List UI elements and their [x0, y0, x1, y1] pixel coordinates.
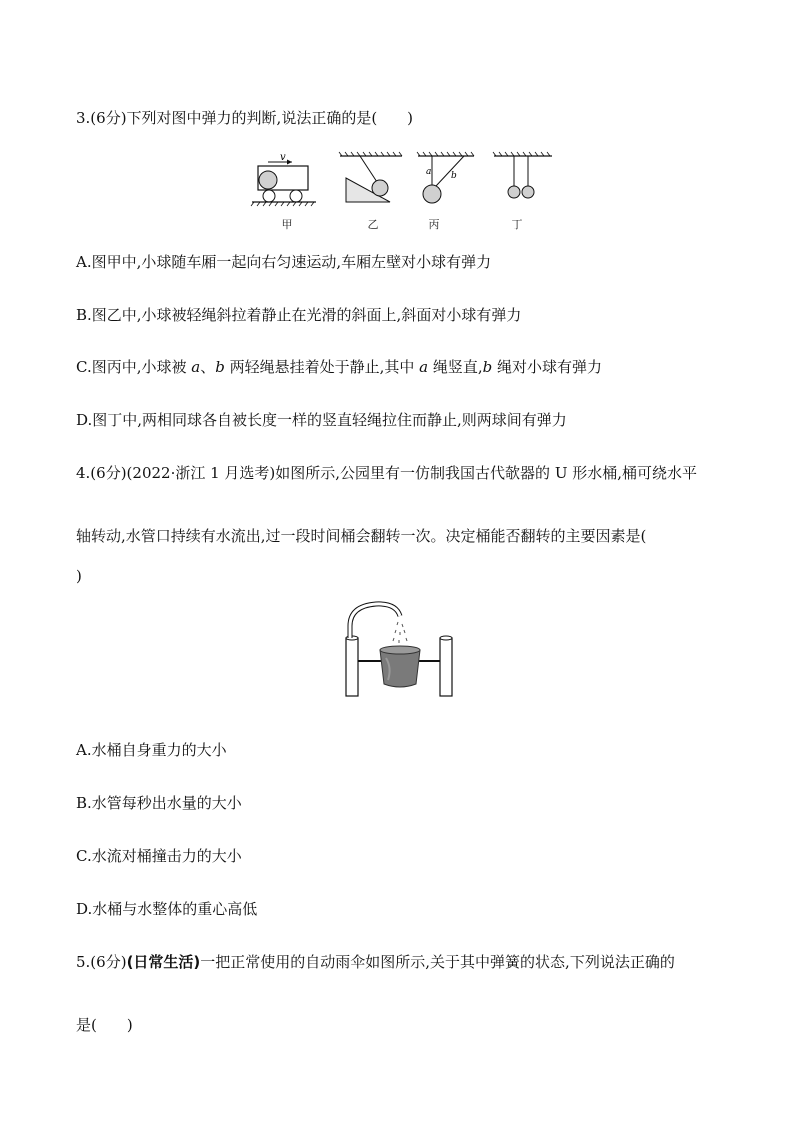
q3-option-d: D.图丁中,两相同球各自被长度一样的竖直轻绳拉住而静止,则两球间有弹力 — [76, 411, 567, 429]
q5-stem-text: 一把正常使用的自动雨伞如图所示,关于其中弹簧的状态,下列说法正确的 — [200, 953, 675, 971]
q4-option-d: D.水桶与水整体的重心高低 — [76, 900, 258, 918]
figure-incline — [339, 152, 402, 202]
q3-option-b: B.图乙中,小球被轻绳斜拉着静止在光滑的斜面上,斜面对小球有弹力 — [76, 306, 522, 324]
figure-two-ropes — [417, 152, 474, 203]
q5-stem-number: 5.(6分) — [76, 953, 127, 971]
q3-option-c-b: b — [482, 358, 493, 376]
q3-option-c-text: 、 — [200, 358, 216, 376]
velocity-label: v — [280, 152, 286, 163]
q5-stem-line2: 是( ) — [76, 1016, 133, 1034]
q3-option-c — [76, 357, 602, 377]
q4-option-c: C.水流对桶撞击力的大小 — [76, 847, 242, 865]
figure-label-yi: 乙 — [367, 218, 379, 231]
q3-option-c-text: 绳对小球有弹力 — [492, 358, 603, 376]
q3-option-c-text: C.图丙中,小球被 — [76, 358, 192, 376]
q5-stem-line1 — [76, 952, 675, 972]
q4-stem-line1: 4.(6分)(2022·浙江 1 月选考)如图所示,公园里有一仿制我国古代欹器的 U 形水桶,桶可绕水平 — [76, 464, 698, 482]
q4-option-b: B.水管每秒出水量的大小 — [76, 794, 242, 812]
q3-stem: 3.(6分)下列对图中弹力的判断,说法正确的是( ) — [76, 109, 414, 127]
q3-option-c-a: a — [191, 358, 201, 376]
figure-label-ding: 丁 — [511, 218, 523, 231]
figure-label-bing: 丙 — [428, 218, 440, 231]
q5-stem-tag: (日常生活) — [126, 953, 201, 971]
rope-b-label: b — [451, 171, 457, 181]
q4-option-a: A.水桶自身重力的大小 — [76, 741, 227, 759]
rope-a-label: a — [426, 167, 432, 177]
q3-option-c-text: 两轻绳悬挂着处于静止,其中 — [224, 358, 420, 376]
figure-label-jia: 甲 — [281, 218, 293, 231]
figure-cart — [251, 152, 316, 206]
q4-stem-line3: ) — [76, 567, 82, 585]
q4-stem-line2: 轴转动,水管口持续有水流出,过一段时间桶会翻转一次。决定桶能否翻转的主要因素是( — [76, 527, 647, 545]
q3-option-c-a: a — [419, 358, 429, 376]
figure-hanging-balls — [493, 152, 552, 198]
q3-option-c-b: b — [215, 358, 225, 376]
q3-option-c-text: 绳竖直, — [428, 358, 483, 376]
q3-option-a: A.图甲中,小球随车厢一起向右匀速运动,车厢左壁对小球有弹力 — [76, 253, 492, 271]
q4-bucket-figure — [336, 598, 466, 700]
